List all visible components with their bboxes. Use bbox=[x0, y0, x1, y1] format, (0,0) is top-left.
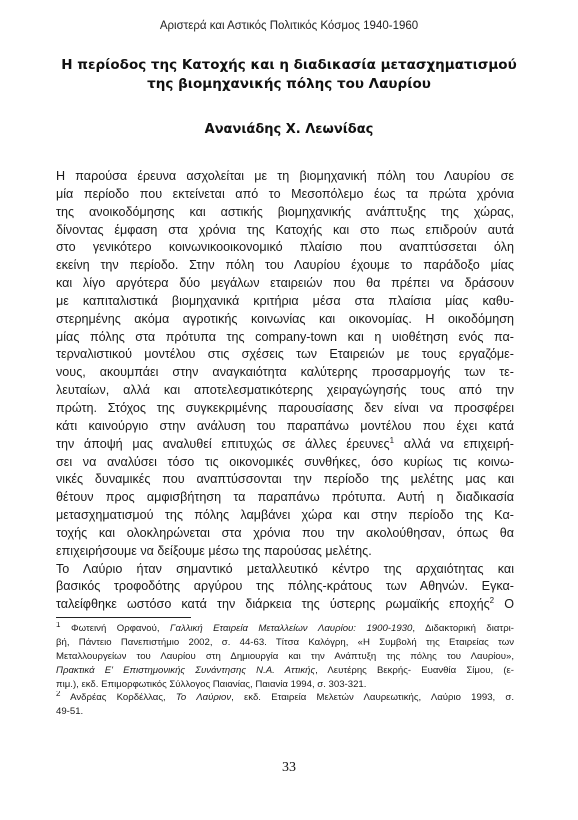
footnote-2-author: Ανδρέας Κορδέλλας, bbox=[70, 692, 176, 704]
body-line: Το Λαύριο ήταν σημαντικό μεταλλευτικό κέντρο της αρχαιότητας και bbox=[56, 561, 514, 576]
article-author: Ανανιάδης Χ. Λεωνίδας bbox=[204, 122, 374, 137]
body-line: της ανοικοδόμησης και αστικής βιομηχανικής ανάπτυξης της χώρας, bbox=[56, 204, 514, 219]
footnote-1-text: , Διδακτορική διατρι- bbox=[412, 623, 514, 634]
body-line: με καπιταλιστικά βιομηχανικά κριτήρια μέσα στα πλαίσια μίας καθυ- bbox=[56, 293, 514, 308]
body-line: τερναλιστικού μοντέλου στις σχέσεις των Εταιρειών με τους εργαζόμε- bbox=[56, 347, 514, 362]
body-line: Η παρούσα έρευνα ασχολείται με τη βιομηχανική πόλη του Λαυρίου σε bbox=[56, 169, 514, 183]
body-line-with-footnote-1 bbox=[56, 436, 514, 454]
body-line: πρώτη. Στόχος της συγκεκριμένης παρουσίασης δεν είναι να προσφέρει bbox=[56, 400, 514, 415]
footnote-1-line: Μεταλλουργείων του Λαυρίου στη Δημιουργία και την Ανάπτυξη της πόλης του Λαυρίου», bbox=[56, 650, 514, 662]
body-text bbox=[56, 168, 514, 614]
body-line: σει να αναλύσει τόσο τις οικονομικές συνθήκες, όσο κυρίως τις κοινω- bbox=[56, 454, 514, 469]
body-line: τοχής και ολοκληρώνεται στα χρόνια που την ακολούθησαν, όπως θα bbox=[56, 525, 514, 540]
footnote-2-title: Το Λαύριον bbox=[175, 692, 232, 704]
body-line: κάτι καινούργιο στην ανάλυση του παραπάνω μοντέλου που έχει κατά bbox=[56, 418, 514, 433]
body-line: στο γενικότερο κοινωνικοοικονομικό πλαίσιο που αναπτύσσεται όλη bbox=[56, 240, 514, 255]
body-line: δίνοντας έμφαση στα χρόνια της Κατοχής και στο πως επιδρούν αυτά bbox=[56, 222, 514, 237]
page-number: 33 bbox=[282, 760, 296, 775]
footnote-marker-2[interactable]: 2 bbox=[489, 596, 495, 606]
footnote-1-marker: 1 bbox=[56, 622, 61, 629]
body-line: νους, ακουμπάει στην αναγκαιότητα καλύτερης προσαρμογής των τε- bbox=[56, 365, 514, 380]
body-line-with-footnote-2 bbox=[56, 596, 514, 614]
body-line: λευταίων, αλλά και αποτελεσματικότερης χειραγώγησής τους από την bbox=[56, 383, 514, 398]
article-title-line-1: Η περίοδος της Κατοχής και η διαδικασία μετασχηματισμού bbox=[61, 57, 517, 73]
body-line: και λίγο αργότερα δύο μεγάλων εταιρειών που θα πρέπει να δράσουν bbox=[56, 276, 514, 291]
body-line: θέτουν προς αμφισβήτηση τα παραπάνω πρότυπα. Αυτή η διαδικασία bbox=[56, 490, 514, 505]
article-title bbox=[40, 56, 538, 94]
footnote-1 bbox=[56, 622, 514, 636]
body-line-text: Ο bbox=[494, 597, 514, 612]
running-header: Αριστερά και Αστικός Πολιτικός Κόσμος 1940-1960 bbox=[159, 20, 419, 32]
body-line: μίας πόλης στα πρότυπα της company-town και η υιοθέτηση ενός πα- bbox=[56, 329, 514, 344]
body-line: μία περίοδο που εκτείνεται από το Μεσοπόλεμο έως τα πρώτα χρόνια bbox=[56, 186, 514, 201]
body-line: στερημένης ακόμα αγροτικής κοινωνίας και οικονομίας. Η οικοδόμηση bbox=[56, 311, 514, 326]
footnote-2-marker: 2 bbox=[56, 691, 61, 699]
body-line: επιχειρήσουμε να δείξουμε μέσω της παρούσας μελέτης. bbox=[56, 543, 372, 558]
footnote-1-line: πιμ.), εκδ. Επιμορφωτικός Σύλλογος Παιανίας, Παιανία 1994, σ. 303-321. bbox=[56, 678, 367, 690]
body-line-text: την άποψή μας αναλυθεί επιτυχώς σε άλλες έρευνες bbox=[56, 436, 390, 451]
footnote-2-text: , εκδ. Εταιρεία Μελετών Λαυρεωτικής, Λαύριο 1993, σ. bbox=[231, 692, 514, 704]
footnote-1-line bbox=[56, 664, 514, 678]
body-line: νικές δυναμικές που αναπτύσσονται την περίοδο της μελέτης μας και bbox=[56, 472, 514, 487]
footnote-1-text: , Λευτέρης Βεκρής- Ευανθία Σίμου, (ε- bbox=[315, 664, 514, 676]
footnotes bbox=[56, 622, 514, 719]
article-title-line-2: της βιομηχανικής πόλης του Λαυρίου bbox=[147, 76, 431, 92]
footnote-2 bbox=[56, 691, 514, 705]
footnote-1-author: Φωτεινή Ορφανού, bbox=[70, 623, 171, 634]
body-line: βασικός τροφοδότης αργύρου της πόλης-κράτους των Αθηνών. Εγκα- bbox=[56, 579, 514, 594]
body-line-text: ταλείφθηκε ωστόσο κατά την διάρκεια της ύστερης ρωμαϊκής εποχής bbox=[56, 597, 490, 612]
footnote-2-line: 49-51. bbox=[56, 706, 84, 718]
footnote-marker-1[interactable]: 1 bbox=[389, 435, 395, 445]
footnote-1-line: βή, Πάντειο Πανεπιστήμιο 2002, σ. 44-63. Τίτσα Καλόγρη, «Η Συμβολή της Εταιρείας των bbox=[56, 636, 514, 648]
body-line-text: αλλά να επιχειρή- bbox=[394, 436, 514, 451]
footnote-separator bbox=[56, 617, 191, 618]
footnote-1-proceedings-title: Πρακτικά Ε' Επιστημονικής Συνάντησης Ν.Α. Αττικής bbox=[56, 664, 316, 676]
body-line: μετασχηματισμού της πόλης λαμβάνει χώρα και στην περίοδο της Κα- bbox=[56, 508, 514, 523]
footnote-1-title: Γαλλική Εταιρεία Μεταλλείων Λαυρίου: 1900-1930 bbox=[170, 623, 413, 634]
body-line: εκείνη την περίοδο. Στην πόλη του Λαυρίου έχουμε το παράδοξο μίας bbox=[56, 258, 514, 273]
